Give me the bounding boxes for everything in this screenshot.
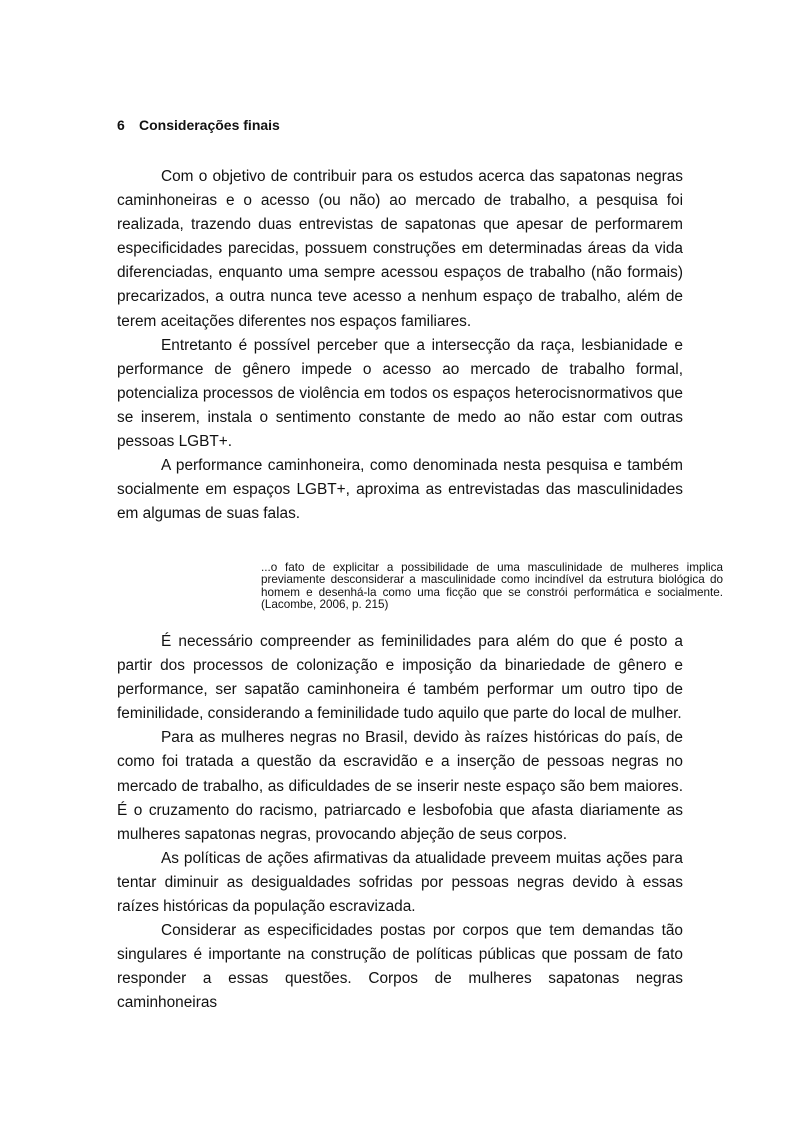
body-text-after-quote [117,630,683,1016]
paragraph: Entretanto é possível perceber que a intersecção da raça, lesbianidade e performance de gênero impede o acesso ao mercado de trabalho formal, potencializa processos de violência em todos os espaços heterocisnormativos que se inserem, instala o sentimento constante de medo ao não estar com outras pessoas LGBT+. [117,336,683,451]
paragraph: A performance caminhoneira, como denominada nesta pesquisa e também socialmente em espaços LGBT+, aproxima as entrevistadas das masculinidades em algumas de suas falas. [117,457,683,523]
paragraph: Para as mulheres negras no Brasil, devido às raízes históricas do país, de como foi tratada a questão da escravidão e a inserção de pessoas negras no mercado de trabalho, as dificuldades de se inserir neste espaço são bem maiores. É o cruzamento do racismo, patriarcado e lesbofobia que afasta diariamente as mulheres sapatonas negras, provocando abjeção de seus corpos. [117,729,683,843]
paragraph: Considerar as especificidades postas por corpos que tem demandas tão singulares é importante na construção de políticas públicas que possam de fato responder a essas questões. Corpos de mulheres sapatonas negras caminhoneiras [117,922,683,1012]
paragraph: Com o objetivo de contribuir para os estudos acerca das sapatonas negras caminhoneiras e o acesso (ou não) ao mercado de trabalho, a pesquisa foi realizada, trazendo duas entrevistas de sapatonas que apesar de performarem especificidades parecidas, possuem construções em determinadas áreas da vida diferenciadas, enquanto uma sempre acessou espaços de trabalho (não formais) precarizados, a outra nunca teve acesso a nenhum espaço de trabalho, além de terem aceitações diferentes nos espaços familiares. [117,168,683,330]
block-quote: ...o fato de explicitar a possibilidade de uma masculinidade de mulheres implica previamente desconsiderar a masculinidade como incindível da estrutura biológica do homem e desenhá-la como uma ficção que se constrói performática e socialmente. (Lacombe, 2006, p. 215) [261,561,723,612]
body-text-before-quote [117,165,683,526]
paragraph: É necessário compreender as feminilidades para além do que é posto a partir dos processos de colonização e imposição da binariedade de gênero e performance, ser sapatão caminhoneira é também performar um outro tipo de feminilidade, considerando a feminilidade tudo aquilo que parte do local de mulher. [117,633,683,723]
section-title: Considerações finais [139,117,280,133]
section-number: 6 [117,117,125,133]
paragraph: As políticas de ações afirmativas da atualidade preveem muitas ações para tentar diminuir as desigualdades sofridas por pessoas negras devido à essas raízes históricas da população escravizada. [117,849,683,916]
section-heading [117,117,280,133]
